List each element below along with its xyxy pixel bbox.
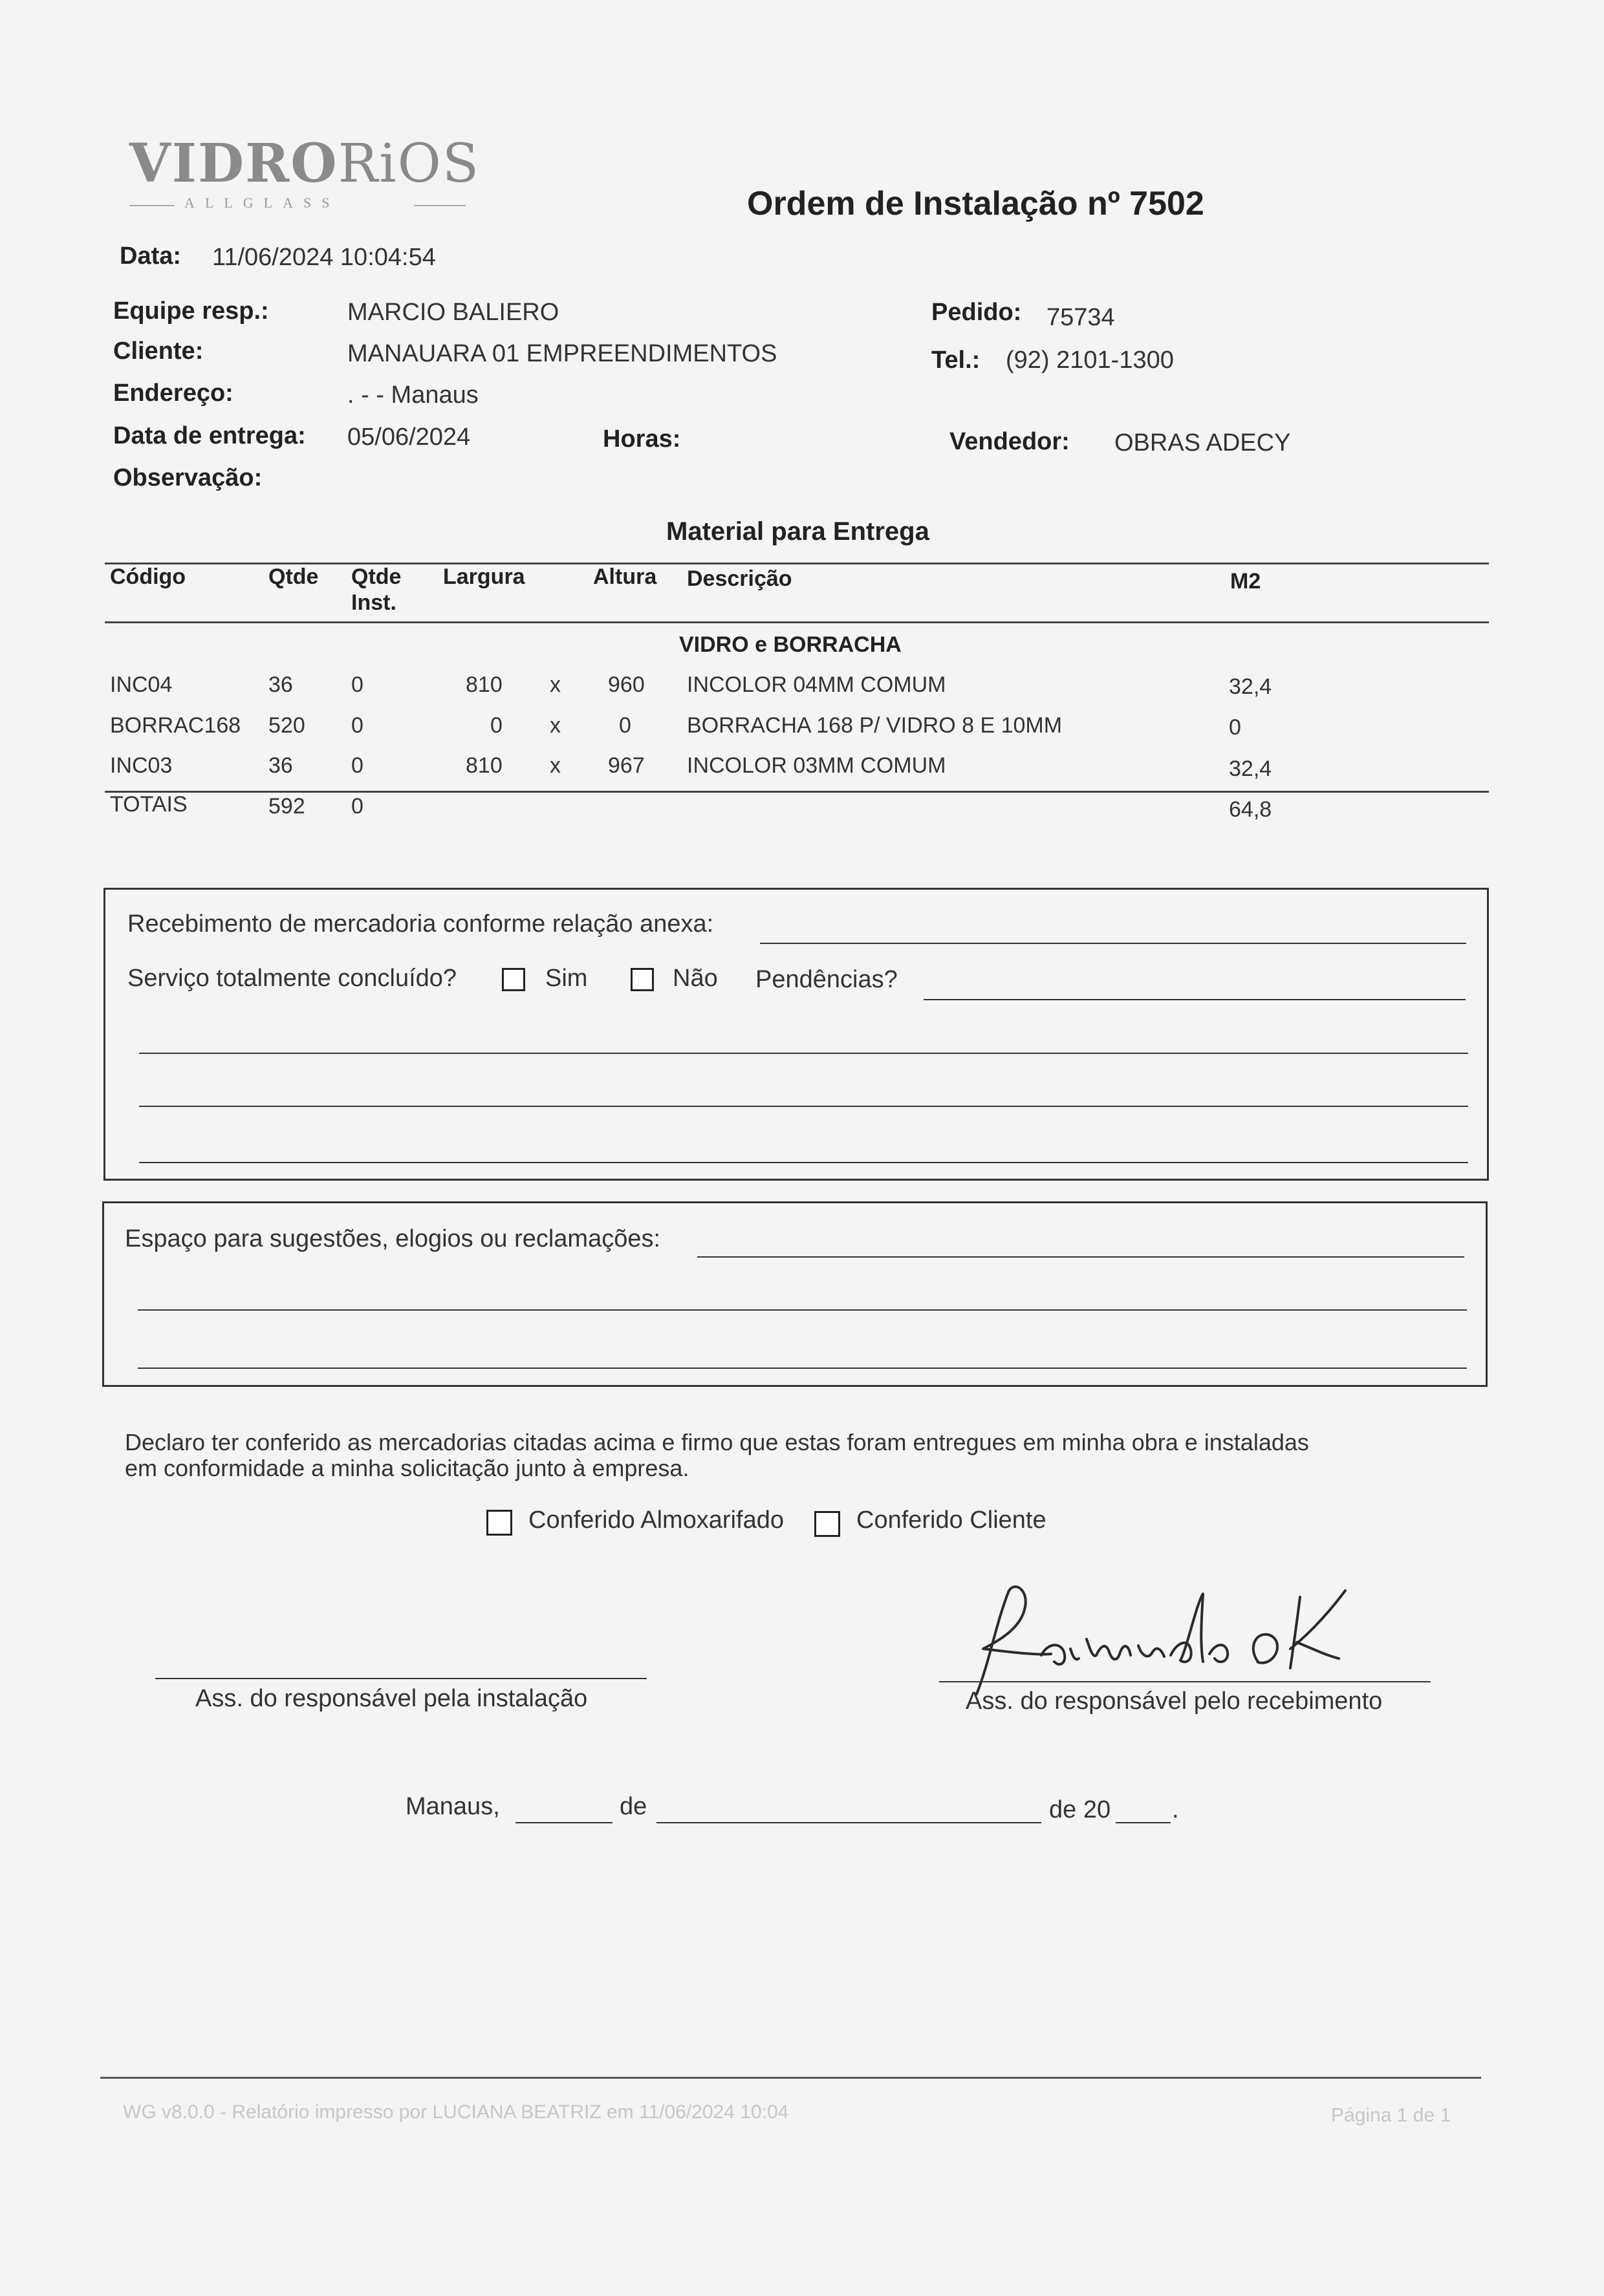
endereco-value: . - - Manaus <box>347 381 479 409</box>
col-qtde-inst-2: Inst. <box>351 590 396 615</box>
installer-signature-line[interactable] <box>155 1678 647 1679</box>
totals-m2: 64,8 <box>1229 797 1272 822</box>
conferido-cliente-label: Conferido Cliente <box>856 1507 1046 1534</box>
cell-altura: 0 <box>619 713 631 738</box>
col-codigo: Código <box>110 564 186 589</box>
receiver-signature-line[interactable] <box>939 1681 1431 1682</box>
date-city: Manaus, <box>406 1793 500 1820</box>
sim-checkbox[interactable] <box>502 968 525 991</box>
group-label: VIDRO e BORRACHA <box>679 632 902 657</box>
recebimento-line[interactable] <box>760 943 1466 944</box>
date-de-2: de 20 <box>1049 1796 1111 1823</box>
cell-m2: 0 <box>1229 715 1241 740</box>
nao-label: Não <box>673 965 718 992</box>
cell-codigo: INC03 <box>110 753 173 778</box>
cell-x: x <box>550 713 561 738</box>
cell-m2: 32,4 <box>1229 756 1272 781</box>
blank-line[interactable] <box>139 1053 1468 1054</box>
date-period: . <box>1172 1796 1179 1823</box>
cell-descricao: INCOLOR 04MM COMUM <box>687 672 946 697</box>
blank-line[interactable] <box>138 1368 1467 1369</box>
cell-largura: 0 <box>490 713 503 738</box>
cliente-label: Cliente: <box>113 338 204 365</box>
blank-line[interactable] <box>138 1309 1467 1311</box>
day-line[interactable] <box>515 1822 612 1823</box>
cell-qtde: 520 <box>268 713 305 738</box>
entrega-value: 05/06/2024 <box>347 424 471 451</box>
table-header-rule <box>105 621 1489 623</box>
col-qtde: Qtde <box>268 564 319 589</box>
horas-label: Horas: <box>603 425 681 453</box>
blank-line[interactable] <box>139 1162 1468 1163</box>
conferido-cliente-checkbox[interactable] <box>814 1511 840 1537</box>
receiver-signature-label: Ass. do responsável pelo recebimento <box>966 1688 1383 1715</box>
totals-qtde: 592 <box>268 794 305 819</box>
tel-label: Tel.: <box>931 347 981 374</box>
footer-rule <box>100 2077 1481 2079</box>
cell-inst: 0 <box>351 753 363 778</box>
entrega-label: Data de entrega: <box>113 422 306 449</box>
pedido-label: Pedido: <box>931 299 1022 326</box>
month-line[interactable] <box>656 1822 1041 1823</box>
nao-checkbox[interactable] <box>631 968 654 991</box>
totals-label: TOTAIS <box>110 792 188 817</box>
cell-qtde: 36 <box>268 753 293 778</box>
signature-strokes <box>977 1587 1345 1694</box>
endereco-label: Endereço: <box>113 380 233 407</box>
equipe-value: MARCIO BALIERO <box>347 299 559 326</box>
date-value: 11/06/2024 10:04:54 <box>212 244 436 271</box>
cell-codigo: INC04 <box>110 672 173 697</box>
conferido-almoxarifado-label: Conferido Almoxarifado <box>528 1507 784 1534</box>
equipe-label: Equipe resp.: <box>113 297 269 325</box>
material-section-title: Material para Entrega <box>666 517 929 546</box>
cell-altura: 960 <box>608 672 645 697</box>
date-de-1: de <box>620 1793 647 1820</box>
cell-codigo: BORRAC168 <box>110 713 241 738</box>
cell-altura: 967 <box>608 753 645 778</box>
conferido-almoxarifado-checkbox[interactable] <box>486 1510 512 1536</box>
tel-value: (92) 2101-1300 <box>1006 347 1174 374</box>
observacao-label: Observação: <box>113 464 263 491</box>
cell-largura: 810 <box>466 672 503 697</box>
cell-x: x <box>550 672 561 697</box>
cell-m2: 32,4 <box>1229 674 1272 699</box>
vendedor-label: Vendedor: <box>949 428 1070 455</box>
year-line[interactable] <box>1116 1822 1171 1823</box>
pendencias-label: Pendências? <box>755 966 898 993</box>
vendedor-value: OBRAS ADECY <box>1114 429 1291 456</box>
footer-page-number: Página 1 de 1 <box>1331 2105 1451 2126</box>
footer-report-info: WG v8.0.0 - Relatório impresso por LUCIANA BEATRIZ em 11/06/2024 10:04 <box>123 2101 789 2123</box>
table-totals-rule <box>105 791 1489 793</box>
col-altura: Altura <box>593 564 657 589</box>
pedido-value: 75734 <box>1046 304 1115 331</box>
sugestoes-label: Espaço para sugestões, elogios ou reclamações: <box>125 1225 661 1252</box>
logo-tagline: ALLGLASS <box>184 195 340 211</box>
cell-descricao: INCOLOR 03MM COMUM <box>687 753 946 778</box>
cliente-value: MANAUARA 01 EMPREENDIMENTOS <box>347 340 777 367</box>
page-title: Ordem de Instalação nº 7502 <box>747 185 1204 222</box>
cell-x: x <box>550 753 561 778</box>
installer-signature-label: Ass. do responsável pela instalação <box>195 1685 588 1712</box>
cell-descricao: BORRACHA 168 P/ VIDRO 8 E 10MM <box>687 713 1063 738</box>
sugestoes-line[interactable] <box>697 1256 1464 1258</box>
cell-largura: 810 <box>466 753 503 778</box>
col-descricao: Descrição <box>687 566 792 591</box>
recebimento-label: Recebimento de mercadoria conforme relação anexa: <box>127 910 714 938</box>
col-qtde-inst-1: Qtde <box>351 564 402 589</box>
pendencias-line[interactable] <box>924 999 1466 1000</box>
company-logo <box>129 133 480 217</box>
cell-qtde: 36 <box>268 672 293 697</box>
totals-inst: 0 <box>351 794 363 819</box>
cell-inst: 0 <box>351 713 363 738</box>
declaration-line-2: em conformidade a minha solicitação junto à empresa. <box>125 1455 689 1481</box>
sim-label: Sim <box>545 965 588 992</box>
logo-brand-thin: RiOS <box>338 133 481 195</box>
blank-line[interactable] <box>139 1106 1468 1107</box>
date-label: Data: <box>120 242 182 270</box>
col-m2: M2 <box>1230 569 1261 594</box>
cell-inst: 0 <box>351 672 363 697</box>
declaration-line-1: Declaro ter conferido as mercadorias citadas acima e firmo que estas foram entregues em minha obra e instaladas <box>125 1429 1309 1455</box>
logo-brand-bold: VIDRO <box>129 133 338 195</box>
col-largura: Largura <box>443 564 525 589</box>
servico-label: Serviço totalmente concluído? <box>127 965 457 992</box>
